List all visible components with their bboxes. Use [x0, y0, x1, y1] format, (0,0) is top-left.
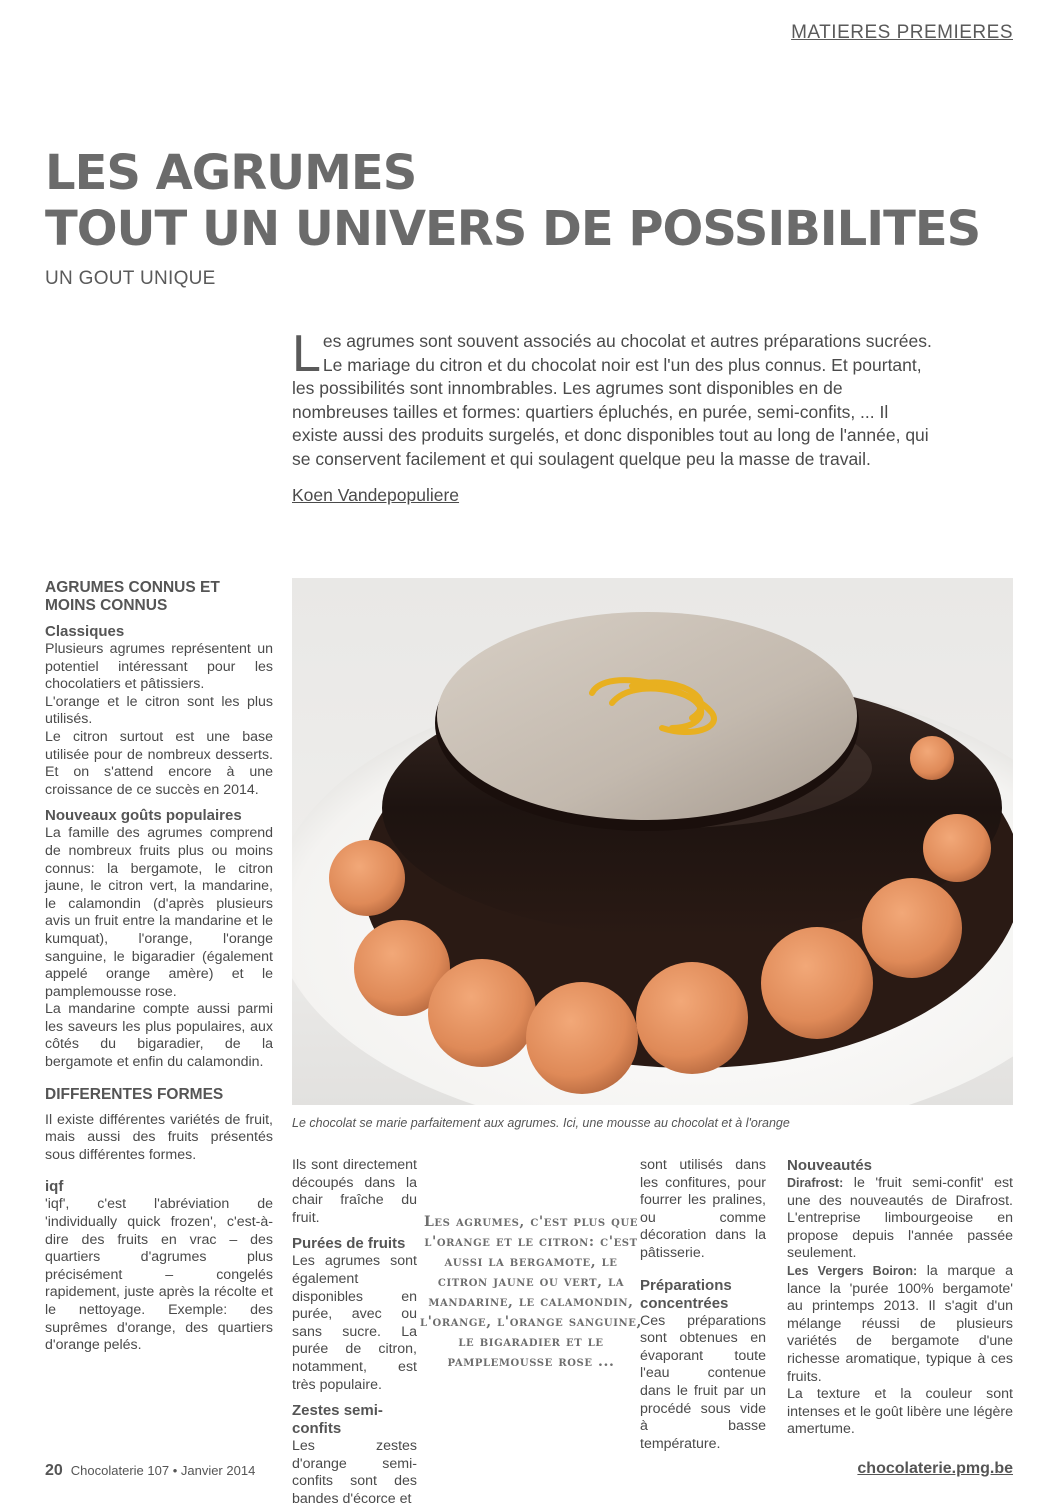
intro-text: es agrumes sont souvent associés au chocolat et autres préparations sucrées. Le mariage du citron et du chocolat noir est l'un des plus connus. Et pourtant, les possibilités sont innombrables. Les agrumes sont disponibles en de nombreuses tailles et formes: quartiers épluchés, en purée, semi-confits, ... Il existe aussi des produits surgelés, et donc disponibles tout au long de l'année, qui se conservent facilement et qui soulagent quelque peu la masse de travail. — [292, 331, 932, 469]
issue-info: Chocolaterie 107 • Janvier 2014 — [70, 1463, 256, 1478]
paragraph: Plusieurs agrumes représentent un potentiel intéressant pour les chocolatiers et pâtissiers. — [45, 641, 273, 693]
subheading-iqf: iqf — [45, 1178, 64, 1196]
drop-cap: L — [292, 325, 321, 383]
lead-vergers-boiron: Les Vergers Boiron: — [787, 1263, 918, 1278]
paragraph: Ces préparations sont obtenues en évaporant toute l'eau contenue dans le fruit par un procédé sous vide à basse température. — [640, 1312, 766, 1452]
subheading-zestes: Zestes semi-confits — [292, 1402, 383, 1438]
intro-paragraph — [292, 325, 932, 471]
paragraph: Le citron surtout est une base utilisée pour de nombreux desserts. Et on s'attend encore à une croissance de ce succès en 2014. — [45, 728, 273, 798]
subheading-purees: Purées de fruits — [292, 1235, 406, 1253]
page-number: 20 — [45, 1462, 63, 1479]
paragraph: Ils sont directement découpés dans la chair fraîche du fruit. — [292, 1157, 417, 1226]
author-link[interactable]: Koen Vandepopuliere — [292, 485, 460, 505]
chocolate-orange-mousse-image — [292, 578, 1013, 1105]
lead-dirafrost: Dirafrost: — [787, 1176, 844, 1190]
photo-caption: Le chocolat se marie parfaitement aux agrumes. Ici, une mousse au chocolat et à l'orange — [292, 1116, 790, 1130]
paragraph: Les agrumes sont également disponibles en purée, avec ou sans sucre. La purée de citron, notamment, est très populaire. — [292, 1253, 417, 1393]
paragraph: Dirafrost: le 'fruit semi-confit' est une des nouveautés de Dirafrost. L'entreprise limbourgeoise en propose depuis l'année passée seulement. — [787, 1175, 1013, 1262]
column-3 — [640, 1157, 766, 1453]
heading-differentes-formes: DIFFERENTES FORMES — [45, 1085, 224, 1103]
website-link[interactable]: chocolaterie.pmg.be — [857, 1460, 1013, 1477]
column-1 — [45, 579, 273, 1355]
dessert-photo — [292, 578, 1013, 1105]
paragraph: La texture et la couleur sont intenses et le goût libère une légère amertume. — [787, 1386, 1013, 1438]
subheading-preparations: Préparations concentrées — [640, 1276, 732, 1312]
paragraph: Il existe différentes variétés de fruit, mais aussi des fruits présentés sous différentes formes. — [45, 1111, 273, 1163]
subheading-nouveaux-gouts: Nouveaux goûts populaires — [45, 807, 242, 825]
article-title — [45, 145, 981, 257]
subheading-nouveautes: Nouveautés — [787, 1157, 873, 1174]
paragraph: Les zestes d'orange semi-confits sont des bandes d'écorce et — [292, 1438, 417, 1507]
title-line-2: TOUT UN UNIVERS DE POSSIBILITES — [45, 201, 981, 257]
column-4 — [787, 1157, 1013, 1439]
title-line-1: LES AGRUMES — [45, 145, 417, 201]
paragraph: sont utilisés dans les confitures, pour fourrer les pralines, ou comme décoration dans la pâtisserie. — [640, 1157, 766, 1261]
subheading-classiques: Classiques — [45, 623, 125, 640]
section-label: MATIERES PREMIERES — [791, 22, 1013, 43]
paragraph: L'orange et le citron sont les plus utilisés. — [45, 693, 273, 728]
paragraph: La mandarine compte aussi parmi les saveurs les plus populaires, aux côtés du bigaradier, de la bergamote et enfin du calamondin. — [45, 1001, 273, 1071]
article-subtitle: UN GOUT UNIQUE — [45, 268, 216, 289]
paragraph: La famille des agrumes comprend de nombreux fruits plus ou moins connus: la bergamote, le citron jaune, le citron vert, la mandarine, le calamondin (d'après plusieurs avis un fruit entre la mandarine et le kumquat), l'orange, l'orange sanguine, le bigaradier (également appelé orange amère) et le pamplemousse rose. — [45, 825, 273, 1000]
paragraph: 'iqf', c'est l'abréviation de 'individually quick frozen', c'est-à-dire des fruits en vrac – des quartiers d'agrumes plus précisément – congelés rapidement, juste après la récolte et le nettoyage. Exemple: des suprêmes d'orange, des quartiers d'orange pelés. — [45, 1196, 273, 1354]
heading-agrumes-connus: AGRUMES CONNUS ET MOINS CONNUS — [45, 579, 220, 614]
footer-issue — [45, 1462, 255, 1480]
pull-quote: Les agrumes, c'est plus que l'orange et le citron: c'est aussi la bergamote, le citron jaune ou vert, la mandarine, le calamondin, l'orange, l'orange sanguine, le bigaradier et le pamplemousse rose ... — [420, 1214, 642, 1370]
paragraph: Les Vergers Boiron: la marque a lance la 'purée 100% bergamote' au printemps 2013. Il s'agit d'un mélange réussi de plusieurs variétés de bergamote d'une richesse aromatique, typique à ces fruits. — [787, 1262, 1013, 1385]
column-2 — [292, 1157, 417, 1509]
